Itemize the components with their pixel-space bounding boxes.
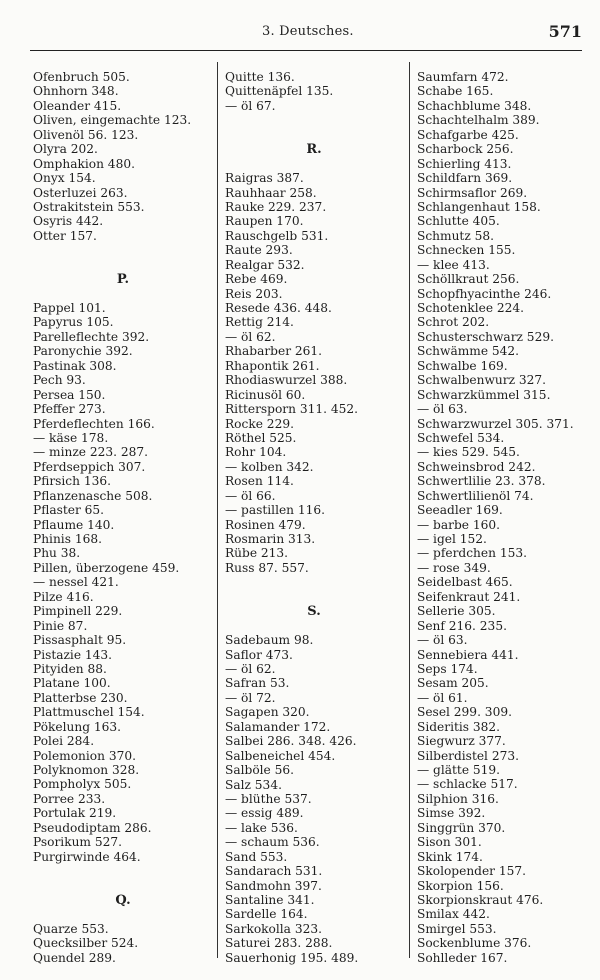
index-entry: Polyknomon 328. (33, 763, 140, 778)
index-entry: Rittersporn 311. 452. (225, 402, 358, 417)
index-entry: — minze 223. 287. (33, 445, 149, 460)
index-entry: Rocke 229. (225, 416, 294, 431)
index-entry: Omphakion 480. (33, 156, 135, 171)
index-entry: Pinie 87. (33, 618, 88, 633)
index-entry: Ostrakitstein 553. (33, 199, 145, 214)
column-spacer (33, 243, 213, 257)
index-entry: Parelleflechte 392. (33, 329, 150, 344)
index-entry: Rosen 114. (225, 474, 294, 489)
index-entry: — öl 72. (225, 690, 276, 705)
index-entry: — blüthe 537. (225, 791, 312, 806)
letter-heading: R. (306, 141, 322, 157)
index-entry: — öl 67. (225, 98, 276, 113)
index-entry: Schwertlilienöl 74. (417, 488, 534, 503)
index-entry: Scharbock 256. (417, 142, 514, 157)
index-entry: Sauerhonig 195. 489. (225, 950, 359, 965)
index-entry: Singgrün 370. (417, 820, 506, 835)
index-entry: Salz 534. (225, 777, 282, 792)
index-entry: Schirmsaflor 269. (417, 185, 528, 200)
running-header: 3. Deutsches. (262, 24, 354, 39)
index-entry: Rübe 213. (225, 546, 289, 561)
index-entry: Onyx 154. (33, 171, 96, 186)
index-entry: Schnecken 155. (417, 243, 516, 258)
page-number: 571 (548, 22, 582, 41)
index-entry: Silphion 316. (417, 791, 499, 806)
index-entry: Pökelung 163. (33, 719, 122, 734)
index-entry: Pflanzenasche 508. (33, 488, 153, 503)
index-entry: Silberdistel 273. (417, 748, 519, 763)
index-entry: Raute 293. (225, 243, 293, 258)
index-entry: Schildfarn 369. (417, 171, 513, 186)
index-entry: — kies 529. 545. (417, 445, 520, 460)
index-entry: Sennebiera 441. (417, 647, 519, 662)
index-entry: Saturei 283. 288. (225, 936, 333, 951)
index-entry: Schöllkraut 256. (417, 272, 520, 287)
index-entry: Salböle 56. (225, 763, 295, 778)
index-entry: Salbei 286. 348. 426. (225, 734, 357, 749)
index-entry: Plattmuschel 154. (33, 705, 145, 720)
index-column-1 (33, 70, 213, 965)
column-spacer (33, 864, 213, 878)
index-entry: Pferdseppich 307. (33, 459, 146, 474)
index-entry: — öl 62. (225, 329, 276, 344)
index-entry: Psorikum 527. (33, 835, 122, 850)
index-entry: Sand 553. (225, 849, 288, 864)
index-entry: Schabe 165. (417, 84, 494, 99)
index-entry: Schotenklee 224. (417, 301, 525, 315)
letter-heading: P. (116, 271, 130, 287)
index-entry: Schopfhyacinthe 246. (417, 286, 552, 301)
index-entry: Pseudodiptam 286. (33, 820, 152, 835)
index-entry: Seifenkraut 241. (417, 589, 521, 604)
index-entry: — kolben 342. (225, 459, 314, 474)
index-entry: Osterluzei 263. (33, 185, 128, 200)
index-entry: Schwalbenwurz 327. (417, 373, 547, 388)
header-rule (30, 50, 582, 51)
index-entry: Quittenäpfel 135. (225, 84, 334, 99)
index-entry: Reis 203. (225, 286, 283, 301)
index-entry: Schwarzwurzel 305. 371. (417, 416, 574, 431)
index-entry: — rose 349. (417, 560, 491, 575)
index-entry: Olivenöl 56. 123. (33, 127, 139, 142)
index-entry: — öl 63. (417, 633, 468, 648)
index-entry: Oliven, eingemachte 123. (33, 113, 192, 128)
index-entry: — nessel 421. (33, 575, 119, 590)
index-entry: Safran 53. (225, 676, 290, 691)
index-entry: — barbe 160. (417, 517, 500, 532)
index-entry: Ricinusöl 60. (225, 387, 306, 402)
index-entry: Sardelle 164. (225, 907, 308, 922)
index-entry: Schusterschwarz 529. (417, 329, 554, 344)
index-entry: Siegwurz 377. (417, 734, 506, 749)
index-entry: — glätte 519. (417, 763, 501, 777)
index-entry: Pistazie 143. (33, 647, 113, 662)
index-entry: — essig 489. (225, 806, 304, 821)
index-entry: Rauhhaar 258. (225, 185, 317, 200)
index-entry: Pfirsich 136. (33, 474, 111, 489)
index-column-2 (225, 70, 403, 965)
index-entry: Rohr 104. (225, 445, 287, 460)
column-spacer (225, 575, 403, 589)
index-entry: Pillen, überzogene 459. (33, 560, 180, 575)
index-entry: Sideritis 382. (417, 719, 501, 734)
index-entry: Rauke 229. 237. (225, 199, 327, 214)
index-entry: Pappel 101. (33, 301, 106, 316)
index-entry: Platane 100. (33, 676, 111, 691)
index-entry: Polei 284. (33, 734, 95, 749)
column-divider (409, 62, 410, 958)
index-entry: Skorpion 156. (417, 878, 504, 893)
index-entry: — öl 62. (225, 662, 276, 676)
index-entry: Schachblume 348. (417, 98, 532, 113)
index-entry: Pastinak 308. (33, 358, 117, 373)
index-entry: — klee 413. (417, 257, 490, 272)
index-entry: Schmutz 58. (417, 228, 495, 243)
index-entry: Schlutte 405. (417, 214, 500, 229)
index-entry: Pech 93. (33, 373, 86, 388)
index-entry: Sadebaum 98. (225, 633, 314, 648)
index-entry: Paronychie 392. (33, 344, 133, 359)
index-entry: — lake 536. (225, 820, 298, 835)
index-entry: Sandmohn 397. (225, 878, 322, 893)
index-entry: Schachtelhalm 389. (417, 113, 540, 128)
index-entry: Sison 301. (417, 835, 482, 850)
index-entry: Schafgarbe 425. (417, 127, 519, 142)
index-entry: Quitte 136. (225, 70, 295, 84)
index-entry: Senf 216. 235. (417, 618, 507, 633)
column-divider (217, 62, 218, 958)
index-entry: Schwefel 534. (417, 430, 505, 445)
index-entry: Sandarach 531. (225, 864, 323, 879)
index-entry: Skolopender 157. (417, 864, 527, 879)
index-entry: Resede 436. 448. (225, 301, 332, 316)
index-entry: Sagapen 320. (225, 705, 310, 720)
index-entry: Quecksilber 524. (33, 936, 139, 951)
index-entry: Osyris 442. (33, 214, 104, 229)
index-entry: Smirgel 553. (417, 921, 497, 936)
index-entry: Skorpionskraut 476. (417, 892, 544, 907)
index-entry: — pferdchen 153. (417, 546, 527, 561)
index-entry: Rosmarin 313. (225, 532, 316, 547)
index-entry: Pissasphalt 95. (33, 633, 127, 648)
index-entry: — öl 63. (417, 402, 468, 417)
index-entry: Pityiden 88. (33, 661, 107, 676)
index-entry: Schwertlilie 23. 378. (417, 474, 546, 489)
index-entry: Portulak 219. (33, 806, 117, 821)
index-entry: Seeadler 169. (417, 503, 503, 518)
index-entry: Santaline 341. (225, 893, 315, 907)
index-entry: Phinis 168. (33, 532, 102, 547)
index-entry: Seidelbast 465. (417, 575, 513, 590)
index-entry: Rosinen 479. (225, 517, 306, 532)
index-entry: Salbeneichel 454. (225, 748, 336, 763)
index-entry: Rebe 469. (225, 272, 288, 287)
index-entry: Papyrus 105. (33, 315, 114, 330)
index-entry: Purgirwinde 464. (33, 849, 141, 864)
index-entry: Pflaume 140. (33, 517, 115, 532)
index-entry: Platterbse 230. (33, 690, 128, 705)
index-entry: Sarkokolla 323. (225, 921, 322, 936)
index-entry: Salamander 172. (225, 719, 331, 734)
index-entry: — schlacke 517. (417, 777, 518, 792)
index-entry: Simse 392. (417, 806, 486, 821)
index-entry: Saumfarn 472. (417, 70, 509, 84)
index-entry: Ohnhorn 348. (33, 84, 119, 99)
index-entry: Raupen 170. (225, 214, 304, 229)
index-entry: — käse 178. (33, 430, 109, 445)
letter-heading: Q. (115, 892, 131, 908)
index-entry: Pfeffer 273. (33, 402, 106, 417)
index-entry: Rettig 214. (225, 315, 294, 330)
column-spacer (225, 113, 403, 127)
index-entry: Ofenbruch 505. (33, 70, 130, 84)
index-entry: Schweinsbrod 242. (417, 459, 536, 474)
index-entry: Sellerie 305. (417, 604, 496, 619)
index-entry: Quarze 553. (33, 921, 109, 936)
index-entry: Schlangenhaut 158. (417, 199, 541, 214)
index-entry: Otter 157. (33, 228, 97, 243)
index-entry: Quendel 289. (33, 950, 116, 965)
index-entry: Rauschgelb 531. (225, 228, 329, 243)
index-entry: Röthel 525. (225, 430, 297, 445)
index-entry: Sesel 299. 309. (417, 705, 512, 720)
index-entry: Schwarzkümmel 315. (417, 387, 551, 402)
index-column-3 (417, 70, 595, 965)
index-entry: Sockenblume 376. (417, 936, 532, 951)
index-entry: Pompholyx 505. (33, 777, 132, 792)
index-entry: Sohlleder 167. (417, 950, 508, 965)
index-entry: Pflaster 65. (33, 503, 105, 518)
index-entry: Russ 87. 557. (225, 560, 309, 575)
index-entry: — öl 61. (417, 690, 468, 705)
index-entry: Polemonion 370. (33, 748, 136, 763)
index-entry: Rhapontik 261. (225, 358, 320, 373)
index-entry: Schwalbe 169. (417, 358, 508, 373)
index-entry: Pferdeflechten 166. (33, 416, 155, 431)
index-entry: Olyra 202. (33, 142, 98, 157)
index-entry: — pastillen 116. (225, 503, 326, 518)
index-entry: Rhabarber 261. (225, 344, 323, 359)
index-entry: Porree 233. (33, 791, 106, 806)
index-entry: Schwämme 542. (417, 344, 520, 359)
index-entry: Sesam 205. (417, 676, 489, 691)
index-entry: Smilax 442. (417, 907, 490, 922)
index-entry: Seps 174. (417, 661, 478, 676)
index-entry: Rhodiaswurzel 388. (225, 373, 348, 388)
index-entry: — schaum 536. (225, 835, 320, 850)
index-entry: — igel 152. (417, 532, 487, 546)
index-entry: — öl 66. (225, 488, 276, 503)
letter-heading: S. (307, 603, 321, 619)
index-entry: Schrot 202. (417, 315, 490, 330)
index-entry: Phu 38. (33, 546, 81, 561)
index-entry: Oleander 415. (33, 98, 122, 113)
index-entry: Saflor 473. (225, 647, 293, 662)
index-entry: Raigras 387. (225, 171, 304, 186)
index-entry: Schierling 413. (417, 156, 512, 171)
index-entry: Pimpinell 229. (33, 604, 123, 619)
index-entry: Pilze 416. (33, 589, 94, 604)
index-entry: Skink 174. (417, 849, 483, 864)
index-entry: Persea 150. (33, 387, 106, 402)
index-entry: Realgar 532. (225, 257, 305, 272)
